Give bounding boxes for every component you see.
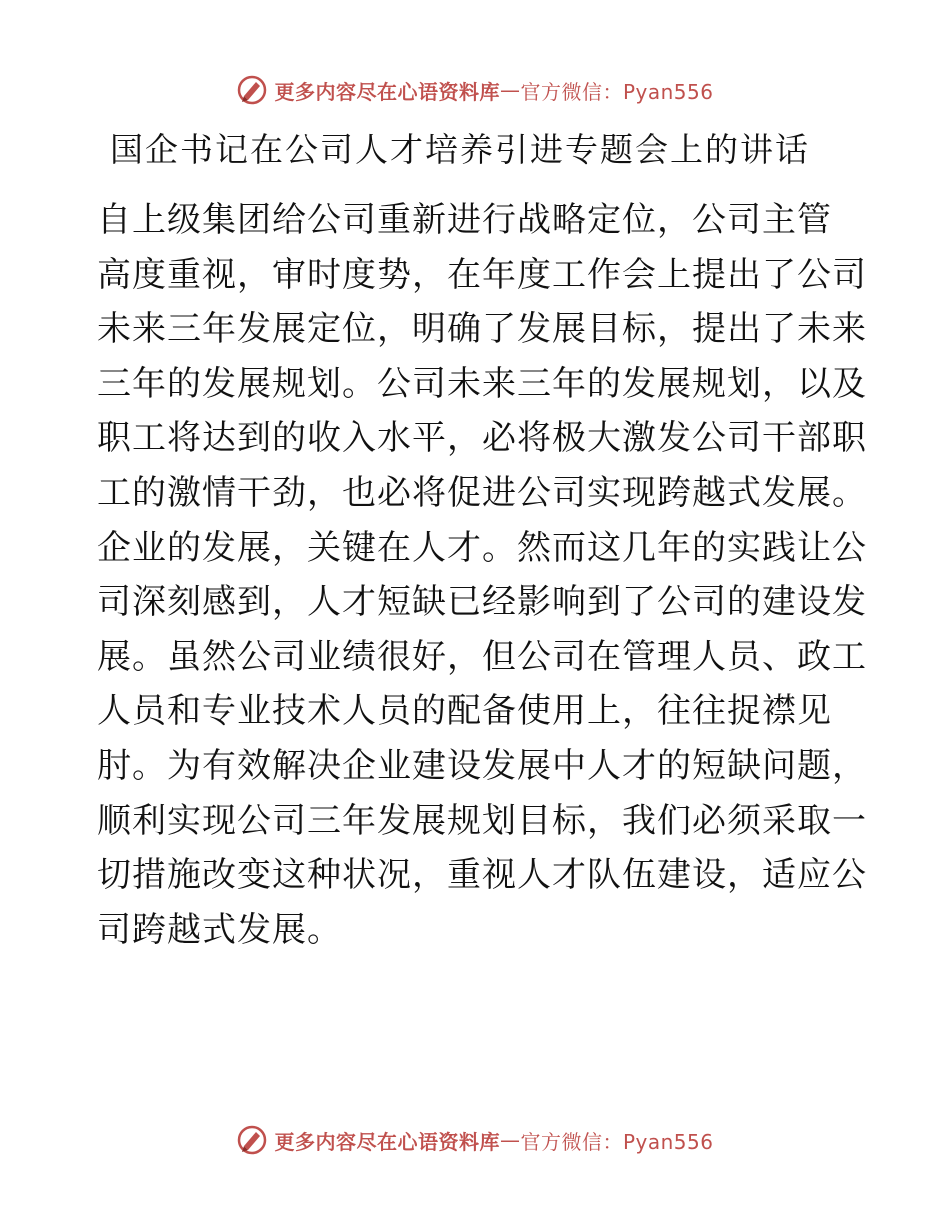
- watermark-text: 更多内容尽在心语资料库: [274, 79, 500, 104]
- watermark-dash: —: [499, 1128, 521, 1152]
- body-line: 切措施改变这种状况，重视人才队伍建设，适应公: [97, 855, 867, 896]
- watermark-suffix: 官方微信：Pyan556: [520, 79, 714, 104]
- body-line: 司深刻感到，人才短缺已经影响到了公司的建设发: [97, 582, 867, 623]
- body-line: 展。虽然公司业绩很好，但公司在管理人员、政工: [97, 636, 867, 677]
- body-line: 未来三年发展定位，明确了发展目标，提出了未来: [97, 309, 867, 350]
- body-line: 职工将达到的收入水平，必将极大激发公司干部职: [97, 418, 867, 459]
- pen-logo-icon: [236, 74, 268, 106]
- body-line: 企业的发展，关键在人才。然而这几年的实践让公: [97, 527, 867, 568]
- watermark-dash: —: [499, 78, 521, 102]
- pen-logo-icon: [236, 1124, 268, 1156]
- header-watermark: [0, 70, 950, 110]
- watermark-suffix: 官方微信：Pyan556: [520, 1129, 714, 1154]
- document-title: 国企书记在公司人才培养引进专题会上的讲话: [110, 130, 810, 169]
- body-line: 工的激情干劲，也必将促进公司实现跨越式发展。: [97, 472, 867, 513]
- document-body: [97, 193, 867, 957]
- body-line: 司跨越式发展。: [97, 909, 342, 950]
- watermark-text: 更多内容尽在心语资料库: [274, 1129, 500, 1154]
- body-line: 肘。为有效解决企业建设发展中人才的短缺问题，: [97, 745, 867, 786]
- body-line: 高度重视，审时度势，在年度工作会上提出了公司: [97, 254, 867, 295]
- body-line: 三年的发展规划。公司未来三年的发展规划，以及: [97, 363, 867, 404]
- body-line: 人员和专业技术人员的配备使用上，往往捉襟见: [97, 691, 832, 732]
- body-line: 自上级集团给公司重新进行战略定位，公司主管: [97, 200, 832, 240]
- footer-watermark: [0, 1120, 950, 1160]
- body-line: 顺利实现公司三年发展规划目标，我们必须采取一: [97, 800, 867, 841]
